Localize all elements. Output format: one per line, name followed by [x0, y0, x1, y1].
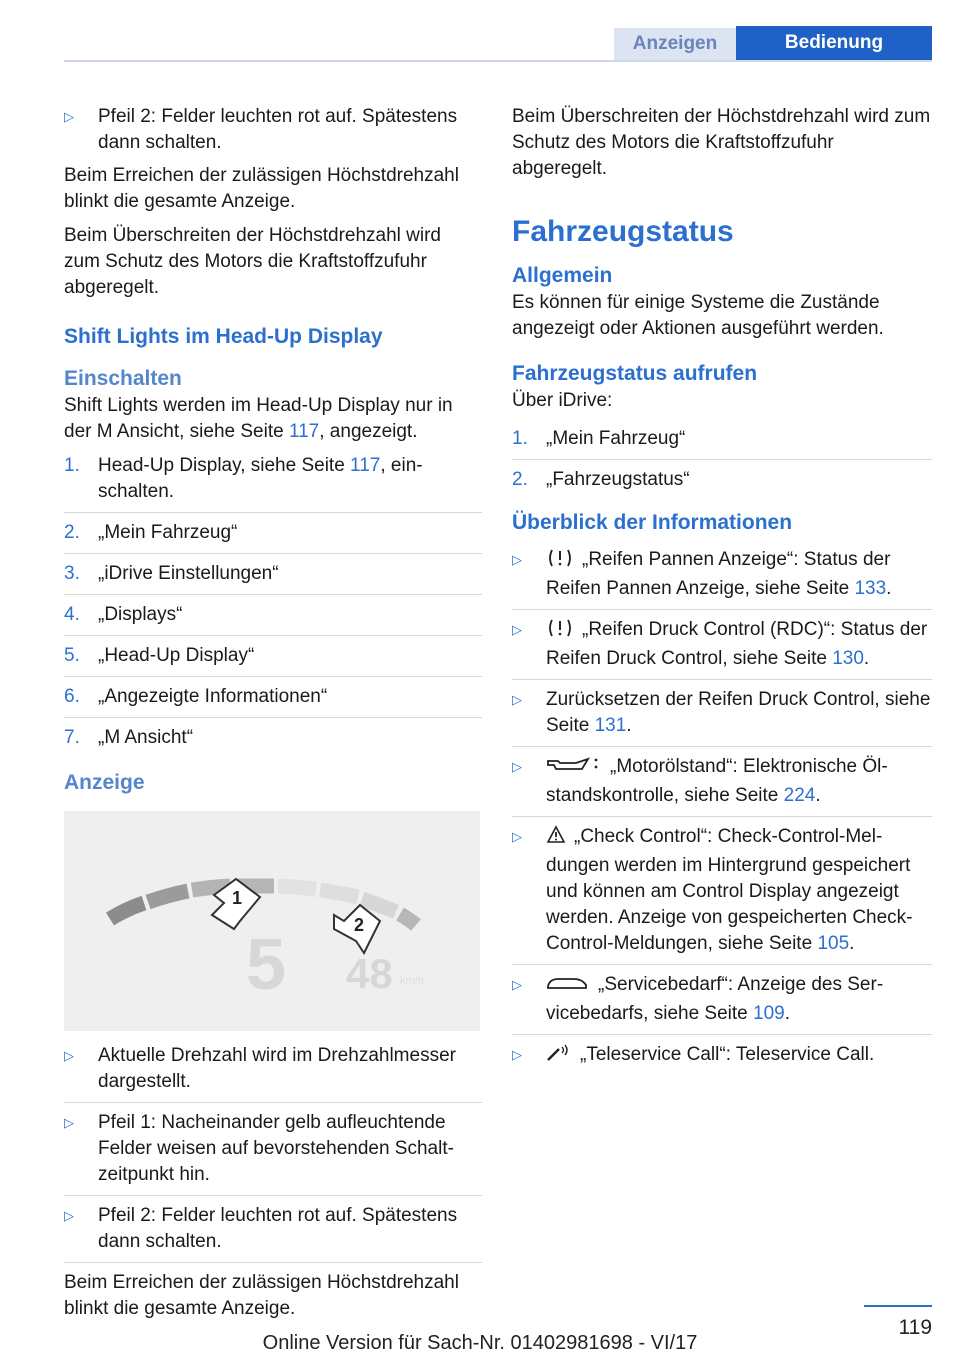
- online-version-note: Online Version für Sach-Nr. 01402981698 - VI/17: [262, 1332, 698, 1354]
- info-item-text: .: [849, 933, 855, 954]
- header-tab-anzeigen[interactable]: Anzeigen: [614, 28, 736, 62]
- list-item-text: Pfeil 2: Felder leuchten rot auf. Spätestens dann schalten.: [98, 106, 458, 153]
- info-item-text: „Motorölstand“: Elektronische Ölstandskontrolle, siehe Seite: [546, 756, 888, 806]
- divider: [64, 1262, 482, 1263]
- info-item: [512, 1042, 932, 1071]
- step-text: „Mein Fahrzeug“: [98, 522, 238, 543]
- left-column: [64, 104, 482, 1330]
- section-heading-ueberblick: Überblick der Informationen: [512, 511, 793, 534]
- triangle-bullet-icon: ▷: [64, 1115, 74, 1130]
- step-number: 1.: [64, 455, 80, 476]
- paragraph: Es können für einige Systeme die Zustände angezeigt oder Aktionen ausgeführt werden.: [512, 292, 884, 339]
- info-item-text: .: [815, 785, 821, 806]
- divider: [64, 717, 482, 718]
- text: Shift Lights werden im Head-Up Display nur in der M Ansicht, siehe Seite: [64, 395, 453, 442]
- subheading-anzeige: Anzeige: [64, 771, 145, 794]
- info-item: [512, 972, 932, 1027]
- info-item-body: [546, 619, 927, 669]
- step-text: „Angezeigte Informationen“: [98, 686, 328, 707]
- list-item-text: Aktuelle Drehzahl wird im Drehzahlmesser dargestellt.: [98, 1045, 456, 1092]
- shift-lights-graphic: [64, 811, 480, 1031]
- step-item: [64, 643, 482, 669]
- info-item-body: [546, 974, 883, 1024]
- page-link[interactable]: 130: [832, 648, 864, 669]
- step-text: Head-Up Display, siehe Seite: [98, 455, 351, 476]
- divider: [64, 553, 482, 554]
- divider: [64, 594, 482, 595]
- info-item-text: .: [626, 715, 632, 736]
- step-text: „M Ansicht“: [98, 727, 194, 748]
- tire-warning-icon: [546, 618, 574, 646]
- step-number: 4.: [64, 604, 80, 625]
- text: , angezeigt.: [319, 421, 418, 442]
- info-item-body: [546, 689, 930, 736]
- triangle-bullet-icon: ▷: [64, 1208, 74, 1223]
- step-text: „Displays“: [98, 604, 183, 625]
- info-item: [512, 824, 932, 957]
- info-item-text: Zurücksetzen der Reifen Druck Control, siehe Seite: [546, 689, 931, 736]
- info-item-text: .: [784, 1003, 790, 1024]
- right-column: [512, 104, 932, 1078]
- oil-can-icon: [546, 755, 602, 783]
- info-item-body: [546, 756, 888, 806]
- info-item-text: „Check Control“: Check-Control-Meldungen werden im Hintergrund gespeichert und können am Control Display angezeigt werden. Anzeige von gespeicherten Check-Control-Meldungen, siehe Seite: [546, 826, 913, 954]
- info-item: [512, 687, 932, 739]
- info-item-body: [546, 549, 891, 599]
- divider: [512, 816, 932, 817]
- step-item: [512, 467, 932, 493]
- triangle-bullet-icon: ▷: [64, 109, 74, 124]
- info-item: [512, 547, 932, 602]
- page-link[interactable]: 133: [854, 578, 887, 599]
- triangle-bullet-icon: ▷: [512, 1047, 522, 1062]
- step-text: „iDrive Einstellungen“: [98, 563, 279, 584]
- wrench-call-icon: [546, 1043, 572, 1071]
- list-item-text: Pfeil 2: Felder leuchten rot auf. Spätestens dann schalten.: [98, 1205, 458, 1252]
- car-service-icon: [546, 973, 590, 1001]
- triangle-bullet-icon: ▷: [512, 759, 522, 774]
- step-number: 1.: [512, 428, 528, 449]
- subheading-allgemein: Allgemein: [512, 264, 613, 287]
- step-item: [512, 426, 932, 452]
- arrow-2-label: 2: [354, 915, 365, 935]
- divider: [64, 1195, 482, 1196]
- page-link[interactable]: 105: [817, 933, 850, 954]
- arrow-1-label: 1: [232, 888, 243, 908]
- divider: [512, 459, 932, 460]
- tire-warning-icon: [546, 548, 574, 576]
- warning-triangle-icon: [546, 825, 566, 853]
- numbered-steps: [64, 453, 482, 751]
- triangle-bullet-icon: ▷: [512, 552, 522, 567]
- list-item-text: Pfeil 1: Nacheinander gelb aufleuchtende Felder weisen auf bevorstehenden Schaltzeitpunkt hin.: [98, 1112, 454, 1185]
- step-text: , einschalten.: [98, 455, 423, 502]
- divider: [64, 635, 482, 636]
- step-number: 2.: [64, 522, 80, 543]
- section-heading-shift-lights: Shift Lights im Head-Up Display: [64, 325, 383, 348]
- header-tab-bedienung[interactable]: Bedienung: [736, 26, 932, 62]
- step-number: 5.: [64, 645, 80, 666]
- divider: [512, 609, 932, 610]
- step-number: 6.: [64, 686, 80, 707]
- info-item-text: .: [863, 648, 870, 669]
- list-item: [64, 1043, 482, 1095]
- numbered-steps: [512, 426, 932, 493]
- paragraph: Beim Überschreiten der Höchstdrehzahl wird zum Schutz des Motors die Kraftstoffzufuhr abgeregelt.: [64, 225, 441, 298]
- info-item-text: „Teleservice Call“: Teleservice Call.: [580, 1044, 875, 1065]
- divider: [64, 512, 482, 513]
- step-text: „Fahrzeugstatus“: [546, 469, 690, 490]
- info-list: [512, 547, 932, 1071]
- divider: [512, 964, 932, 965]
- list-item: [64, 1110, 482, 1188]
- step-number: 7.: [64, 727, 80, 748]
- step-item: [64, 684, 482, 710]
- speed-unit: km/h: [400, 975, 424, 987]
- divider: [64, 676, 482, 677]
- page-link[interactable]: 117: [288, 421, 320, 442]
- paragraph: Über iDrive:: [512, 390, 613, 411]
- page-link[interactable]: 131: [594, 715, 627, 736]
- step-number: 2.: [512, 469, 528, 490]
- speed-value: 48: [346, 950, 393, 997]
- info-item-text: „Servicebedarf“: Anzeige des Servicebedarfs, siehe Seite: [546, 974, 884, 1024]
- info-item: [512, 754, 932, 809]
- subheading-einschalten: Einschalten: [64, 367, 182, 390]
- page-link[interactable]: 117: [350, 455, 381, 476]
- paragraph: Beim Überschreiten der Höchstdrehzahl wird zum Schutz des Motors die Kraftstoffzufuhr abgeregelt.: [512, 106, 931, 179]
- step-item: [64, 561, 482, 587]
- header-divider: [64, 60, 932, 62]
- triangle-bullet-icon: ▷: [512, 622, 522, 637]
- list-item: [64, 1203, 482, 1255]
- gear-indicator: 5: [246, 925, 287, 1005]
- triangle-bullet-icon: ▷: [512, 977, 522, 992]
- bullet-list: [64, 1043, 482, 1263]
- step-item: [64, 520, 482, 546]
- step-item: [64, 725, 482, 751]
- paragraph: Beim Erreichen der zulässigen Höchstdrehzahl blinkt die gesamte Anzeige.: [64, 1272, 459, 1319]
- page-link[interactable]: 224: [783, 785, 816, 806]
- divider: [512, 679, 932, 680]
- divider: [512, 746, 932, 747]
- info-item-text: .: [886, 578, 892, 599]
- info-item-body: [546, 1044, 874, 1065]
- paragraph-shift-lights: [64, 393, 482, 445]
- page-link[interactable]: 109: [753, 1003, 785, 1024]
- step-item: [64, 453, 482, 505]
- info-item-text: „Reifen Pannen Anzeige“: Status der Reifen Pannen Anzeige, siehe Seite: [546, 549, 891, 599]
- step-item: [64, 602, 482, 628]
- info-item: [512, 617, 932, 672]
- step-text: „Head-Up Display“: [98, 645, 255, 666]
- triangle-bullet-icon: ▷: [512, 692, 522, 707]
- triangle-bullet-icon: ▷: [64, 1048, 74, 1063]
- divider: [512, 1034, 932, 1035]
- footer-accent-line: [864, 1305, 932, 1307]
- shift-lights-figure: [64, 811, 480, 1031]
- page-number: 119: [898, 1316, 932, 1339]
- triangle-bullet-icon: ▷: [512, 829, 522, 844]
- step-text: „Mein Fahrzeug“: [546, 428, 686, 449]
- info-item-body: [546, 826, 913, 954]
- subheading-fahrzeugstatus-aufrufen: Fahrzeugstatus aufrufen: [512, 362, 758, 385]
- step-number: 3.: [64, 563, 80, 584]
- chapter-heading-fahrzeugstatus: Fahrzeugstatus: [512, 215, 734, 248]
- info-item-text: „Reifen Druck Control (RDC)“: Status der Reifen Druck Control, siehe Seite: [546, 619, 928, 669]
- divider: [64, 1102, 482, 1103]
- list-item: [64, 104, 482, 156]
- paragraph: Beim Erreichen der zulässigen Höchstdrehzahl blinkt die gesamte Anzeige.: [64, 165, 459, 212]
